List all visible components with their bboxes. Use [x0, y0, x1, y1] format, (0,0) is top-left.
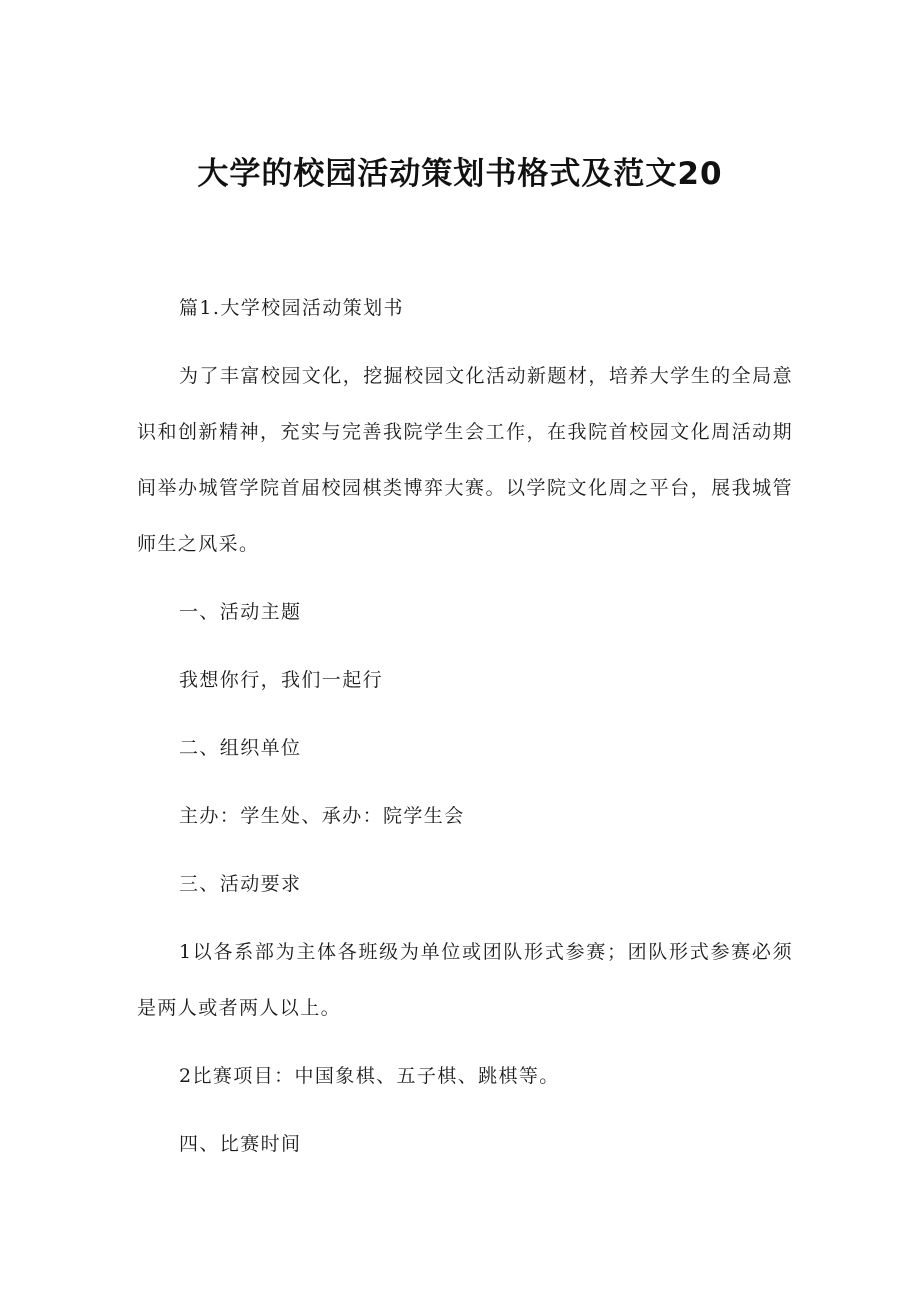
- section-heading-article-1: 篇1.大学校园活动策划书: [179, 297, 404, 319]
- intro-paragraph: 为了丰富校园文化，挖掘校园文化活动新题材，培养大学生的全局意识和创新精神，充实与完善我院学生会工作，在我院首校园文化周活动期间举办城管学院首届校园棋类博弈大赛。以学院文化周之平台，展我城管师生之风采。: [137, 365, 793, 555]
- theme-text: 我想你行，我们一起行: [179, 669, 384, 691]
- section-heading-theme: 一、活动主题: [179, 601, 302, 623]
- organizer-text: 主办：学生处、承办：院学生会: [179, 805, 465, 827]
- document-body: [137, 280, 793, 1172]
- section-heading-requirements: 三、活动要求: [179, 873, 302, 895]
- section-heading-time: 四、比赛时间: [179, 1133, 302, 1155]
- requirement-item-1: 1以各系部为主体各班级为单位或团队形式参赛；团队形式参赛必须是两人或者两人以上。: [137, 941, 793, 1019]
- requirement-item-2: 2比赛项目：中国象棋、五子棋、跳棋等。: [179, 1065, 560, 1087]
- document-title: 大学的校园活动策划书格式及范文20: [197, 156, 723, 192]
- section-heading-organizer: 二、组织单位: [179, 737, 302, 759]
